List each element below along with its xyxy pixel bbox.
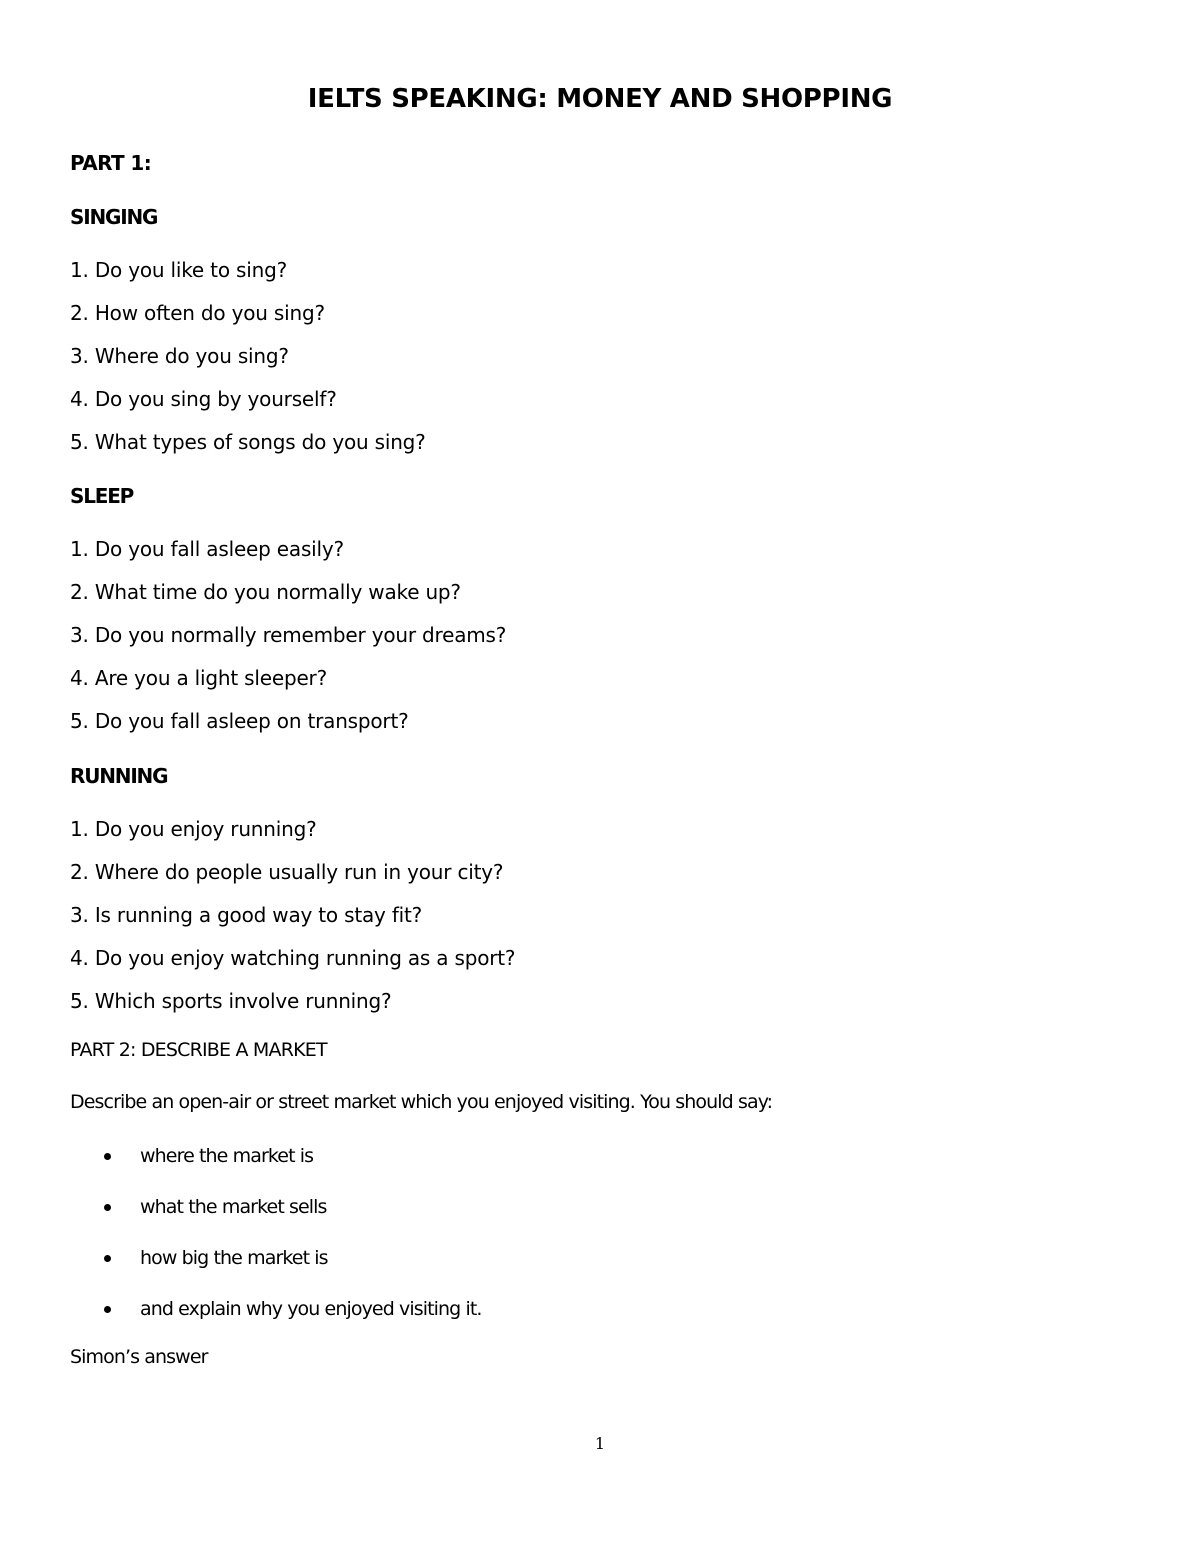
question-item: 1. Do you fall asleep easily? <box>70 537 344 561</box>
question-item: 1. Do you enjoy running? <box>70 817 317 841</box>
bullet-icon <box>104 1153 111 1160</box>
bullet-text: and explain why you enjoyed visiting it. <box>140 1298 482 1320</box>
question-item: 2. What time do you normally wake up? <box>70 580 461 604</box>
question-item: 5. What types of songs do you sing? <box>70 430 426 454</box>
part1-heading: PART 1: <box>70 151 152 175</box>
question-item: 3. Where do you sing? <box>70 344 289 368</box>
question-item: 2. Where do people usually run in your city? <box>70 860 504 884</box>
question-item: 5. Do you fall asleep on transport? <box>70 709 409 733</box>
bullet-icon <box>104 1306 111 1313</box>
question-item: 3. Is running a good way to stay fit? <box>70 903 423 927</box>
question-item: 2. How often do you sing? <box>70 301 325 325</box>
part2-heading: PART 2: DESCRIBE A MARKET <box>70 1039 327 1061</box>
part2-prompt: Describe an open-air or street market which you enjoyed visiting. You should say: <box>70 1091 773 1113</box>
bullet-icon <box>104 1255 111 1262</box>
question-list <box>70 814 1130 1029</box>
topic-heading: SLEEP <box>70 484 134 508</box>
question-item: 4. Do you sing by yourself? <box>70 387 337 411</box>
bullet-text: how big the market is <box>140 1247 328 1269</box>
question-item: 1. Do you like to sing? <box>70 258 287 282</box>
question-list <box>70 534 1130 749</box>
topic-heading: SINGING <box>70 205 158 229</box>
bullet-text: what the market sells <box>140 1196 327 1218</box>
topic-running <box>70 761 1130 1029</box>
bullet-item <box>104 1192 482 1243</box>
topic-sleep <box>70 481 1130 749</box>
bullet-item <box>104 1294 482 1345</box>
bullet-item <box>104 1243 482 1294</box>
question-item: 5. Which sports involve running? <box>70 989 392 1013</box>
cue-card-bullets <box>104 1141 482 1345</box>
question-list <box>70 255 1130 470</box>
question-item: 4. Do you enjoy watching running as a sport? <box>70 946 516 970</box>
answer-label: Simon’s answer <box>70 1346 208 1368</box>
topic-heading: RUNNING <box>70 764 168 788</box>
bullet-icon <box>104 1204 111 1211</box>
bullet-item <box>104 1141 482 1192</box>
topic-singing <box>70 202 1130 470</box>
page-number: 1 <box>594 1434 606 1453</box>
question-item: 4. Are you a light sleeper? <box>70 666 327 690</box>
document-title: IELTS SPEAKING: MONEY AND SHOPPING <box>307 84 893 114</box>
question-item: 3. Do you normally remember your dreams? <box>70 623 507 647</box>
bullet-text: where the market is <box>140 1145 314 1167</box>
